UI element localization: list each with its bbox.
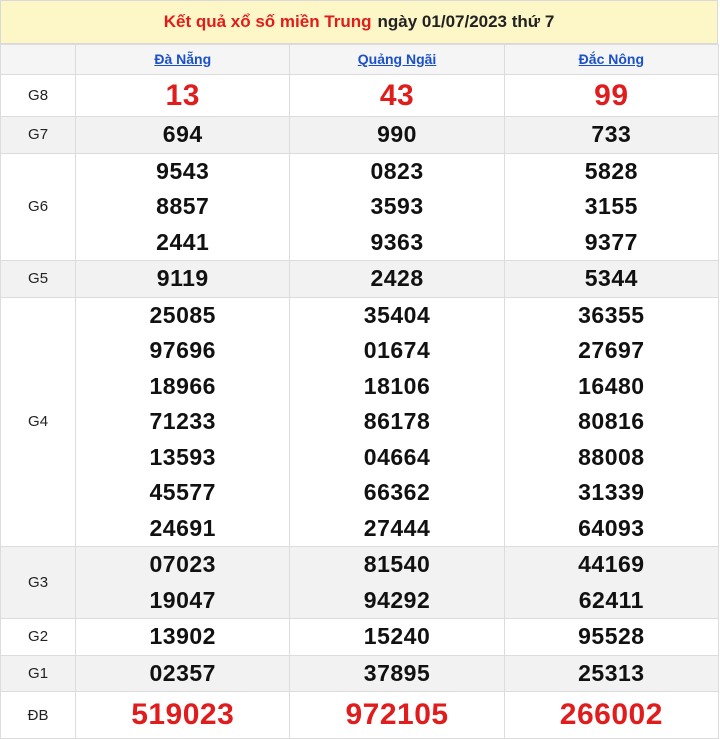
province-link-quang-ngai[interactable]: Quảng Ngãi <box>357 50 437 67</box>
title-link[interactable]: Kết quả xổ số miền Trung <box>163 12 372 31</box>
prize-number: 27697 <box>578 337 645 363</box>
province-header-cell <box>76 45 290 75</box>
prize-cell <box>504 619 718 656</box>
prize-number: 43 <box>379 79 415 112</box>
prize-number: 80816 <box>578 408 645 434</box>
prize-cell <box>504 692 718 739</box>
prize-number: 8857 <box>156 193 210 219</box>
prize-number: 0823 <box>370 157 424 184</box>
prize-cell <box>504 261 718 298</box>
prize-number: 01674 <box>363 337 431 363</box>
prize-number: 97696 <box>149 337 216 363</box>
prize-number: 04664 <box>363 443 431 470</box>
prize-number: 13 <box>165 79 200 112</box>
prize-number: 88008 <box>578 443 645 470</box>
prize-number: 3155 <box>584 193 638 219</box>
prize-label: G2 <box>1 619 76 656</box>
prize-number: 86178 <box>363 408 431 434</box>
prize-row-g4 <box>1 297 719 547</box>
prize-cell <box>290 655 504 692</box>
prize-label: G3 <box>1 547 76 619</box>
prize-row-g5 <box>1 261 719 298</box>
prize-number: 24691 <box>149 514 216 541</box>
prize-cell <box>76 297 290 547</box>
prize-cell <box>76 547 290 619</box>
prize-number: 25313 <box>578 659 645 686</box>
prize-number: 9119 <box>156 265 209 291</box>
title-date: ngày 01/07/2023 thứ 7 <box>377 12 555 31</box>
prize-cell <box>504 75 718 117</box>
prize-label: G7 <box>1 117 76 154</box>
prize-number: 94292 <box>363 586 431 613</box>
prize-cell <box>504 547 718 619</box>
prize-number: 45577 <box>149 479 216 505</box>
prize-number: 5828 <box>584 157 638 184</box>
special-prize-number: 266002 <box>559 698 663 731</box>
prize-label: G8 <box>1 75 76 117</box>
prize-cell <box>504 655 718 692</box>
prize-number: 31339 <box>578 479 645 505</box>
prize-number: 71233 <box>149 408 216 434</box>
prize-cell <box>504 117 718 154</box>
prize-cell <box>76 261 290 298</box>
prize-cell <box>290 619 504 656</box>
prize-cell <box>76 692 290 739</box>
prize-number: 9543 <box>156 157 210 184</box>
prize-number: 66362 <box>363 479 431 505</box>
prize-number: 19047 <box>149 586 216 613</box>
province-header-row <box>1 45 719 75</box>
prize-cell <box>290 75 504 117</box>
prize-label: G1 <box>1 655 76 692</box>
prize-cell <box>290 261 504 298</box>
prize-number: 9377 <box>584 228 638 255</box>
prize-row-g2 <box>1 619 719 656</box>
prize-cell <box>76 619 290 656</box>
prize-number: 15240 <box>363 623 431 649</box>
prize-cell <box>290 117 504 154</box>
prize-number: 5344 <box>584 265 638 291</box>
special-prize-number: 519023 <box>131 698 235 731</box>
province-header-cell <box>290 45 504 75</box>
prize-cell <box>76 655 290 692</box>
prize-cell <box>290 297 504 547</box>
province-header-cell <box>504 45 718 75</box>
prize-number: 990 <box>377 121 417 147</box>
prize-row-g6 <box>1 153 719 261</box>
prize-number: 27444 <box>363 514 431 541</box>
prize-number: 733 <box>591 121 632 147</box>
prize-number: 16480 <box>578 372 645 399</box>
prize-number: 18966 <box>149 372 216 399</box>
prize-label: G5 <box>1 261 76 298</box>
prize-number: 35404 <box>363 301 431 328</box>
special-prize-number: 972105 <box>345 698 449 731</box>
prize-number: 07023 <box>149 551 216 577</box>
prize-cell <box>504 297 718 547</box>
prize-number: 02357 <box>149 659 216 686</box>
prize-number: 37895 <box>363 659 431 686</box>
prize-number: 36355 <box>578 301 645 328</box>
prize-number: 25085 <box>149 301 216 328</box>
prize-number: 44169 <box>578 551 645 577</box>
prize-cell <box>76 75 290 117</box>
prize-cell <box>290 547 504 619</box>
prize-number: 13593 <box>149 443 216 470</box>
prize-number: 99 <box>594 79 629 112</box>
prize-number: 62411 <box>578 586 644 613</box>
prize-row-g8 <box>1 75 719 117</box>
prize-label: G4 <box>1 297 76 547</box>
results-title <box>0 0 718 44</box>
results-table <box>0 44 719 739</box>
prize-row-g1 <box>1 655 719 692</box>
prize-row-g3 <box>1 547 719 619</box>
header-empty-cell <box>1 45 76 75</box>
prize-number: 2441 <box>156 228 210 255</box>
prize-number: 3593 <box>370 193 424 219</box>
prize-number: 9363 <box>370 228 424 255</box>
prize-number: 64093 <box>578 514 645 541</box>
prize-label: ĐB <box>1 692 76 739</box>
prize-cell <box>76 117 290 154</box>
prize-cell <box>290 153 504 261</box>
prize-number: 95528 <box>578 623 645 649</box>
prize-number: 18106 <box>363 372 431 399</box>
province-link-dac-nong[interactable]: Đắc Nông <box>578 50 645 67</box>
prize-cell <box>290 692 504 739</box>
province-link-da-nang[interactable]: Đà Nẵng <box>154 50 212 67</box>
prize-cell <box>504 153 718 261</box>
prize-number: 694 <box>162 121 203 147</box>
prize-row-special <box>1 692 719 739</box>
prize-cell <box>76 153 290 261</box>
prize-number: 13902 <box>149 623 216 649</box>
prize-label: G6 <box>1 153 76 261</box>
prize-row-g7 <box>1 117 719 154</box>
prize-number: 81540 <box>363 551 431 577</box>
prize-number: 2428 <box>370 265 424 291</box>
